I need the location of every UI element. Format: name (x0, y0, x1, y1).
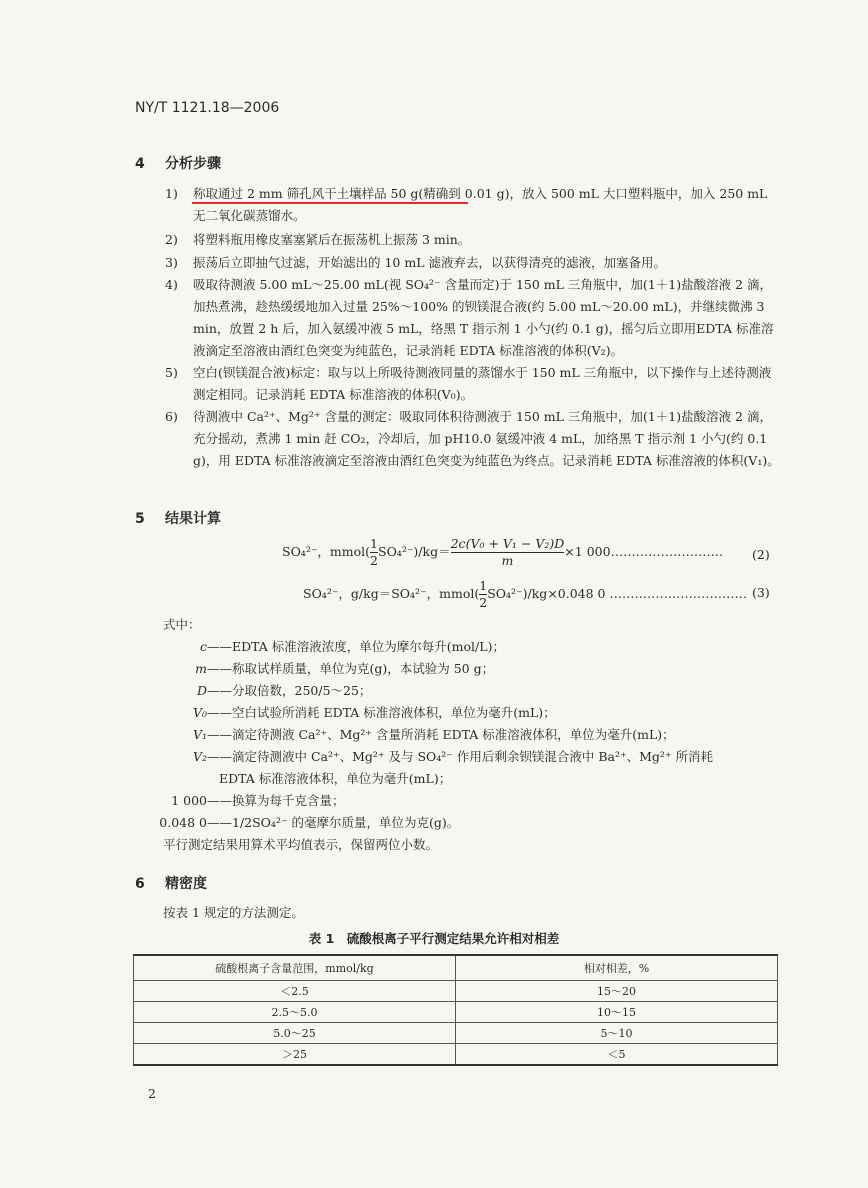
definition-symbol: V₁ (192, 727, 207, 742)
definition-symbol: V₂ (192, 749, 207, 764)
formula-lhs: SO₄²⁻，mmol( (282, 544, 371, 559)
definition-m (163, 658, 783, 680)
definition-d (163, 680, 783, 702)
table-row (134, 1002, 778, 1023)
definition-c (163, 636, 783, 658)
step-number: 2) (165, 232, 178, 247)
table-cell: 10～15 (456, 1002, 778, 1023)
definition-1000 (163, 790, 783, 812)
definition-text: ——滴定待测液 Ca²⁺、Mg²⁺ 含量所消耗 EDTA 标准溶液体积，单位为毫升(mL)； (207, 727, 675, 742)
table-header-row (134, 955, 778, 981)
step-number: 6) (165, 409, 178, 424)
section-number: 4 (135, 156, 145, 172)
leader-dots: …………………………… (609, 586, 747, 601)
definition-text: EDTA 标准溶液体积，单位为毫升(mL)； (219, 771, 452, 786)
formula-lhs-unit: SO₄²⁻)/kg＝ (378, 544, 451, 559)
step-text: 吸取待测液 5.00 mL～25.00 mL(视 SO₄²⁻ 含量而定)于 150 mL 三角瓶中，加(1＋1)盐酸溶液 2 滴，加热煮沸，趁热缓缓地加入过量 25%～100% 的钡镁混合液(约 5.00 mL～20.00 mL)，并继续微沸 3 min，放置 2 h 后，加入氨缓冲液 5 mL，络黑 T 指示剂 1 小勺(约 0.1 g)，摇匀后立即用EDTA 标准溶液滴定至溶液由酒红色突变为纯蓝色，记录消耗 EDTA 标准溶液的体积(V₂)。 (193, 277, 774, 358)
step-number: 4) (165, 277, 178, 292)
table-cell: 5～10 (456, 1023, 778, 1044)
formula-rhs: ×1 000 (564, 544, 611, 559)
equation-number-3: (3) (752, 585, 770, 600)
step-number: 5) (165, 365, 178, 380)
table-caption: 表 1 硫酸根离子平行测定结果允许相对相差 (308, 931, 560, 946)
table-row (134, 981, 778, 1002)
definition-v0 (163, 702, 783, 724)
section-number: 5 (135, 511, 145, 527)
main-fraction (451, 536, 565, 569)
standard-code-header: NY/T 1121.18—2006 (135, 100, 280, 116)
step-4 (165, 274, 780, 362)
table-row (134, 1023, 778, 1044)
definition-text: ——分取倍数，250/5～25； (207, 683, 372, 698)
definition-v2-continued (163, 768, 783, 790)
precision-table (133, 954, 778, 1066)
step-text: 称取通过 2 mm 筛孔风干土壤样品 50 g(精确到 0.01 g)，放入 500 mL 大口塑料瓶中，加入 250 mL 无二氧化碳蒸馏水。 (193, 186, 768, 223)
definition-symbol: c (199, 639, 207, 654)
where-label: 式中： (163, 617, 201, 632)
fraction-denominator: m (501, 553, 514, 568)
section-5-heading (135, 508, 221, 528)
definition-text: ——滴定待测液中 Ca²⁺、Mg²⁺ 及与 SO₄²⁻ 作用后剩余钡镁混合液中 Ba²⁺、Mg²⁺ 所消耗 (207, 749, 713, 764)
average-note: 平行测定结果用算术平均值表示，保留两位小数。 (163, 837, 439, 852)
equation-number-2: (2) (752, 547, 770, 562)
step-2 (165, 229, 780, 251)
step-number: 1) (165, 186, 178, 201)
section-title: 分析步骤 (165, 156, 221, 172)
half-fraction (370, 536, 378, 569)
definition-text: ——空白试验所消耗 EDTA 标准溶液体积，单位为毫升(mL)； (207, 705, 556, 720)
definition-symbol: D (196, 683, 207, 698)
definition-symbol: m (195, 661, 207, 676)
table-cell: ＜5 (456, 1044, 778, 1066)
fraction-numerator: 1 (370, 536, 378, 551)
section-number: 6 (135, 876, 145, 892)
step-3 (165, 252, 780, 274)
table-header-cell: 相对相差，% (456, 955, 778, 981)
table-cell: 2.5～5.0 (134, 1002, 456, 1023)
definition-text: ——EDTA 标准溶液浓度，单位为摩尔每升(mol/L)； (207, 639, 505, 654)
definition-0480 (157, 812, 783, 834)
table-row (134, 1044, 778, 1066)
precision-intro: 按表 1 规定的方法测定。 (163, 905, 304, 920)
page-number: 2 (148, 1086, 156, 1101)
table-cell: ＜2.5 (134, 981, 456, 1002)
section-title: 精密度 (165, 876, 207, 892)
formula-lhs: SO₄²⁻，g/kg＝SO₄²⁻，mmol( (303, 586, 480, 601)
fraction-numerator: 1 (479, 578, 488, 593)
formula-rhs: SO₄²⁻)/kg×0.048 0 (487, 586, 606, 601)
step-1 (165, 183, 780, 227)
formula-3 (303, 578, 747, 611)
step-text: 将塑料瓶用橡皮塞塞紧后在振荡机上振荡 3 min。 (193, 232, 471, 247)
table-cell: 15～20 (456, 981, 778, 1002)
definition-v1 (163, 724, 783, 746)
step-number: 3) (165, 255, 178, 270)
definition-text: ——换算为每千克含量； (207, 793, 345, 808)
leader-dots: ……………………… (610, 544, 724, 559)
step-5 (165, 362, 780, 406)
step-text: 空白(钡镁混合液)标定：取与以上所吸待测液同量的蒸馏水于 150 mL 三角瓶中，以下操作与上述待测液测定相同。记录消耗 EDTA 标准溶液的体积(V₀)。 (193, 365, 772, 402)
red-pen-underline (192, 202, 468, 204)
formula-2 (282, 536, 723, 569)
definition-symbol: V₀ (192, 705, 207, 720)
fraction-denominator: 2 (479, 595, 488, 610)
definition-symbol: 1 000 (171, 793, 207, 808)
section-title: 结果计算 (165, 511, 221, 527)
step-6 (165, 406, 780, 472)
step-text: 振荡后立即抽气过滤，开始滤出的 10 mL 滤液弃去，以获得清亮的滤液，加塞备用。 (193, 255, 666, 270)
definition-text: ——1/2SO₄²⁻ 的毫摩尔质量，单位为克(g)。 (207, 815, 460, 830)
section-6-heading (135, 873, 207, 893)
definition-text: ——称取试样质量，单位为克(g)，本试验为 50 g； (207, 661, 495, 676)
step-text: 待测液中 Ca²⁺、Mg²⁺ 含量的测定：吸取同体积待测液于 150 mL 三角瓶中，加(1＋1)盐酸溶液 2 滴，充分摇动，煮沸 1 min 赶 CO₂，冷却后，加 pH10.0 氨缓冲液 4 mL，加络黑 T 指示剂 1 小勺(约 0.1 g)，用 EDTA 标准溶液滴定至溶液由酒红色突变为纯蓝色为终点。记录消耗 EDTA 标准溶液的体积(V₁)。 (193, 409, 780, 468)
variable-definitions (159, 636, 783, 834)
fraction-denominator: 2 (370, 553, 378, 568)
definition-v2 (163, 746, 783, 768)
fraction-numerator: 2c(V₀ + V₁ − V₂)D (450, 536, 565, 551)
table-header-cell: 硫酸根离子含量范围，mmol/kg (134, 955, 456, 981)
definition-symbol: 0.048 0 (159, 815, 207, 830)
section-4-heading (135, 153, 221, 173)
table-cell: 5.0～25 (134, 1023, 456, 1044)
table-cell: ＞25 (134, 1044, 456, 1066)
